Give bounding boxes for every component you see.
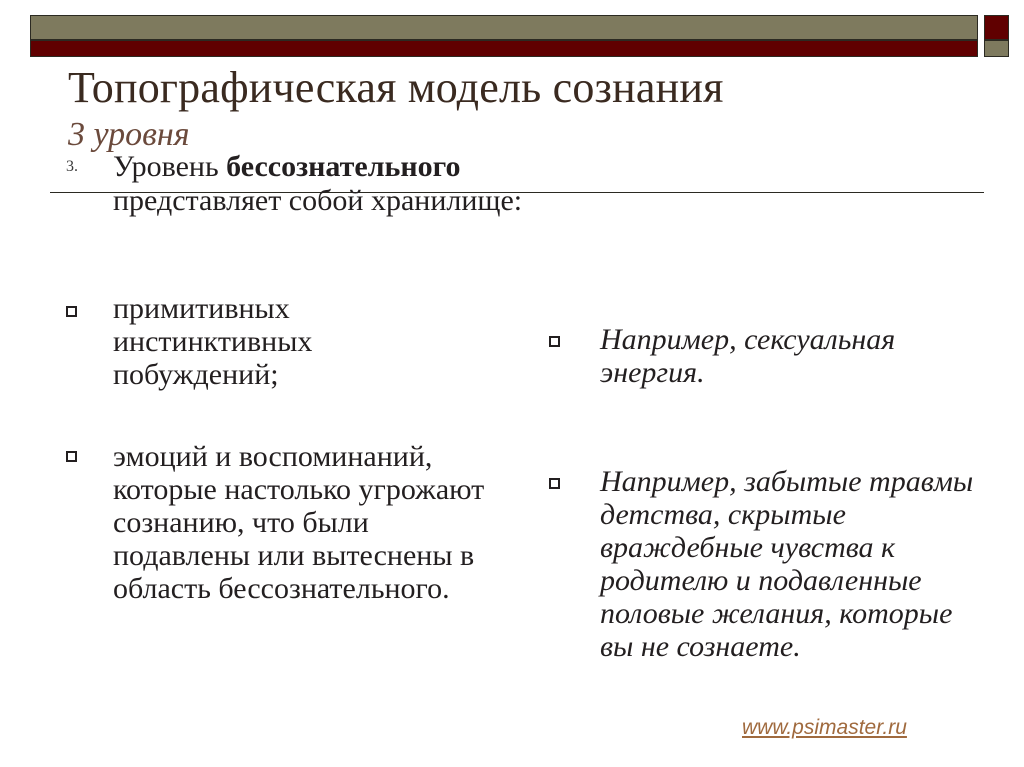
lead-prefix: Уровень bbox=[113, 150, 227, 183]
slide-subtitle: 3 уровня bbox=[68, 116, 190, 153]
item-number: 3. bbox=[66, 158, 78, 175]
website-link[interactable]: www.psimaster.ru bbox=[742, 716, 907, 739]
square-bullet-icon bbox=[549, 336, 560, 347]
header-olive-band bbox=[30, 15, 978, 40]
right-list-item: Например, забытые травмы детства, скрытые враждебные чувства к родителю и подавленные половые желания, которые вы не сознаете. bbox=[600, 465, 974, 663]
left-list-item: эмоций и воспоминаний, которые настолько угрожают сознанию, что были подавлены или вытеснены в область бессознательного. bbox=[113, 440, 485, 605]
corner-olive-square bbox=[984, 40, 1009, 57]
right-list-item: Например, сексуальная энергия. bbox=[600, 323, 896, 389]
left-list-item: примитивных инстинктивных побуждений; bbox=[113, 292, 313, 391]
header-maroon-band bbox=[30, 40, 978, 57]
slide-title: Топографическая модель сознания bbox=[68, 63, 724, 112]
lead-bold-term: бессознательного bbox=[226, 150, 461, 183]
square-bullet-icon bbox=[66, 306, 77, 317]
square-bullet-icon bbox=[549, 478, 560, 489]
lead-paragraph bbox=[113, 150, 543, 218]
corner-maroon-square bbox=[984, 15, 1009, 40]
lead-suffix: представляет собой хранилище: bbox=[113, 184, 523, 217]
square-bullet-icon bbox=[66, 451, 77, 462]
